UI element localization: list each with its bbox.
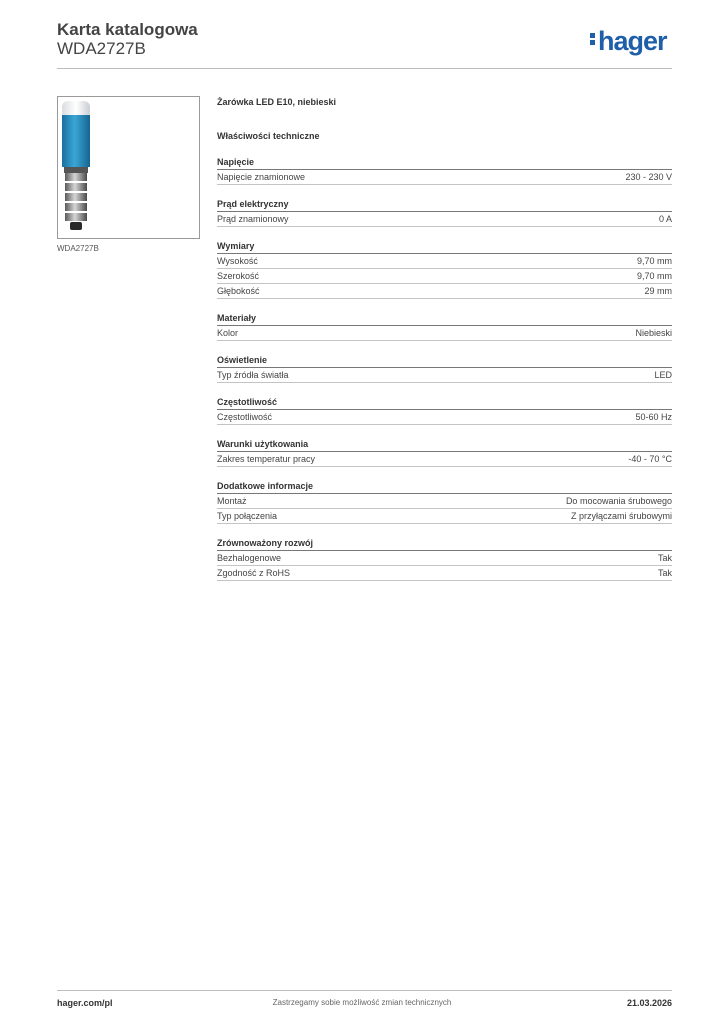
spec-row [217,566,672,581]
led-bulb-icon [58,97,199,238]
spec-row [217,254,672,269]
spec-label: Napięcie znamionowe [217,172,306,182]
section-title: Warunki użytkowania [217,437,672,452]
spec-value: Niebieski [635,328,672,338]
spec-value: -40 - 70 °C [628,454,672,464]
section-title: Oświetlenie [217,353,672,368]
spec-value: Tak [657,553,672,563]
spec-label: Zgodność z RoHS [217,568,291,578]
spec-row [217,551,672,566]
properties-heading: Właściwości techniczne [217,131,320,141]
logo-dots-icon [590,31,595,47]
section-lighting [217,353,672,383]
product-title: Żarówka LED E10, niebieski [217,97,337,107]
spec-row [217,452,672,467]
footer-notice: Zastrzegamy sobie możliwość zmian technicznych [272,998,452,1007]
spec-row [217,509,672,524]
section-materials [217,311,672,341]
spec-label: Montaż [217,496,247,506]
spec-row [217,326,672,341]
footer-url-link[interactable]: hager.com/pl [57,998,113,1008]
spec-label: Zakres temperatur pracy [217,454,316,464]
spec-label: Kolor [217,328,239,338]
image-caption: WDA2727B [57,244,99,253]
section-title: Dodatkowe informacje [217,479,672,494]
spec-value: Do mocowania śrubowego [565,496,672,506]
spec-label: Szerokość [217,271,260,281]
spec-label: Bezhalogenowe [217,553,282,563]
spec-row [217,410,672,425]
section-title: Częstotliwość [217,395,672,410]
section-title: Wymiary [217,239,672,254]
footer-divider [57,990,672,991]
spec-label: Typ połączenia [217,511,278,521]
section-title: Zrównoważony rozwój [217,536,672,551]
spec-value: 230 - 230 V [625,172,672,182]
product-code: WDA2727B [57,39,146,58]
logo-text: hager [598,26,667,56]
spec-value: 9,70 mm [636,271,672,281]
section-voltage [217,155,672,185]
spec-value: 9,70 mm [636,256,672,266]
spec-value: 50-60 Hz [635,412,672,422]
spec-label: Typ źródła światła [217,370,289,380]
spec-value: LED [654,370,672,380]
spec-label: Głębokość [217,286,260,296]
spec-value: Tak [657,568,672,578]
spec-label: Wysokość [217,256,258,266]
spec-row [217,494,672,509]
spec-value: Z przyłączami śrubowymi [570,511,672,521]
section-frequency [217,395,672,425]
document-title: Karta katalogowa [57,20,198,39]
header-divider [57,68,672,69]
spec-row [217,269,672,284]
spec-content [217,95,672,581]
spec-value: 29 mm [644,286,672,296]
spec-label: Prąd znamionowy [217,214,289,224]
spec-row [217,212,672,227]
section-dimensions [217,239,672,299]
brand-logo[interactable] [590,26,667,57]
section-title: Prąd elektryczny [217,197,672,212]
section-sustainability [217,536,672,581]
spec-label: Częstotliwość [217,412,273,422]
section-title: Materiały [217,311,672,326]
footer-date: 21.03.2026 [626,998,672,1008]
product-image-frame [57,96,200,239]
spec-row [217,284,672,299]
section-title: Napięcie [217,155,672,170]
section-additional-info [217,479,672,524]
section-current [217,197,672,227]
spec-row [217,368,672,383]
spec-value: 0 A [658,214,672,224]
section-operating-conditions [217,437,672,467]
spec-row [217,170,672,185]
